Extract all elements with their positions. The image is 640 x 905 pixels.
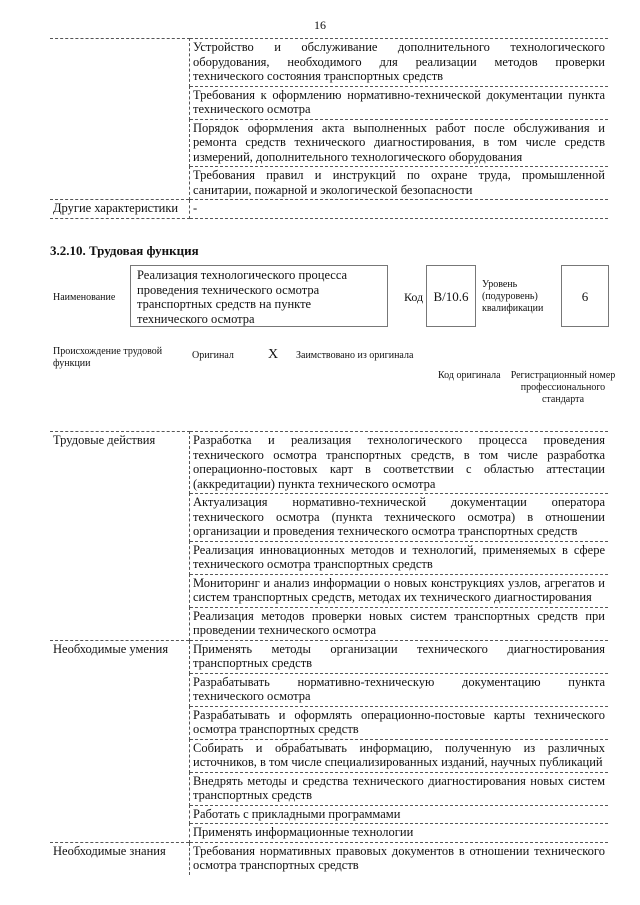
section-label-skills: Необходимые умения xyxy=(50,640,190,842)
list-item: Разрабатывать и оформлять операционно-постовые карты технического осмотра транспортных средств xyxy=(190,706,609,739)
row-text: - xyxy=(190,200,609,219)
code-label: Код xyxy=(404,290,424,304)
function-name-box: Реализация технологического процесса проведения технического осмотра транспортных средств на пункте технического осмотра xyxy=(130,265,388,327)
list-item: Мониторинг и анализ информации о новых конструкциях узлов, агрегатов и систем транспортных средств, методах их технического диагностирования xyxy=(190,574,609,607)
list-item: Требования нормативных правовых документов в отношении технического осмотра транспортных средств xyxy=(190,842,609,875)
list-item: Разрабатывать нормативно-техническую документацию пункта технического осмотра xyxy=(190,673,609,706)
list-item: Актуализация нормативно-технической документации оператора технического осмотра (пункта технического осмотра) в отношении организации и проведения технического осмотра транспортных средств xyxy=(190,494,609,542)
section-label-actions: Трудовые действия xyxy=(50,432,190,641)
top-requirements-table xyxy=(50,38,608,219)
row-label xyxy=(50,39,190,200)
table-row xyxy=(50,432,608,494)
code-box: B/10.6 xyxy=(426,265,476,327)
function-details-table xyxy=(50,431,608,875)
section-label-knowledge: Необходимые знания xyxy=(50,842,190,875)
list-item: Разработка и реализация технологического процесса проведения технического осмотра транспортных средств, в том числе разработка операционно-постовых карт в соответствии с областью аттестации (аккредитации) пункта технического осмотра xyxy=(190,432,609,494)
table-row xyxy=(50,39,608,87)
origin-borrowed: Заимствовано из оригинала xyxy=(296,350,414,361)
origin-label: Происхождение трудовой функции xyxy=(53,346,163,369)
list-item: Работать с прикладными программами xyxy=(190,805,609,824)
code-original-label: Код оригинала xyxy=(438,370,501,381)
page-number: 16 xyxy=(314,18,326,32)
reg-number-label: Регистрационный номер профессионального стандарта xyxy=(510,370,616,405)
origin-original: Оригинал xyxy=(192,350,234,361)
row-label-other: Другие характеристики xyxy=(50,200,190,219)
origin-x-mark: X xyxy=(268,347,279,362)
table-row xyxy=(50,640,608,673)
row-text: Требования к оформлению нормативно-технической документации пункта технического осмотра xyxy=(190,86,609,119)
row-text: Устройство и обслуживание дополнительного технологического оборудования, необходимого для реализации методов проверки технического состояния транспортных средств xyxy=(190,39,609,87)
list-item: Реализация методов проверки новых систем транспортных средств при проведении технического осмотра xyxy=(190,607,609,640)
list-item: Реализация инновационных методов и технологий, применяемых в сфере технического осмотра транспортных средств xyxy=(190,541,609,574)
section-title: 3.2.10. Трудовая функция xyxy=(50,243,199,258)
list-item: Применять методы организации технического диагностирования транспортных средств xyxy=(190,640,609,673)
table-row xyxy=(50,842,608,875)
list-item: Собирать и обрабатывать информацию, полученную из различных источников, в том числе специализированных изданий, научных публикаций xyxy=(190,739,609,772)
level-box: 6 xyxy=(561,265,609,327)
row-text: Порядок оформления акта выполненных работ после обслуживания и ремонта средств технического диагностирования, в том числе средств измерений, дополнительного технологического оборудования xyxy=(190,119,609,167)
row-text: Требования правил и инструкций по охране труда, промышленной санитарии, пожарной и экологической безопасности xyxy=(190,167,609,200)
table-row xyxy=(50,200,608,219)
name-label: Наименование xyxy=(53,292,116,303)
list-item: Применять информационные технологии xyxy=(190,824,609,843)
level-label: Уровень (подуровень) квалификации xyxy=(482,279,544,314)
list-item: Внедрять методы и средства технического диагностирования новых систем транспортных средств xyxy=(190,772,609,805)
